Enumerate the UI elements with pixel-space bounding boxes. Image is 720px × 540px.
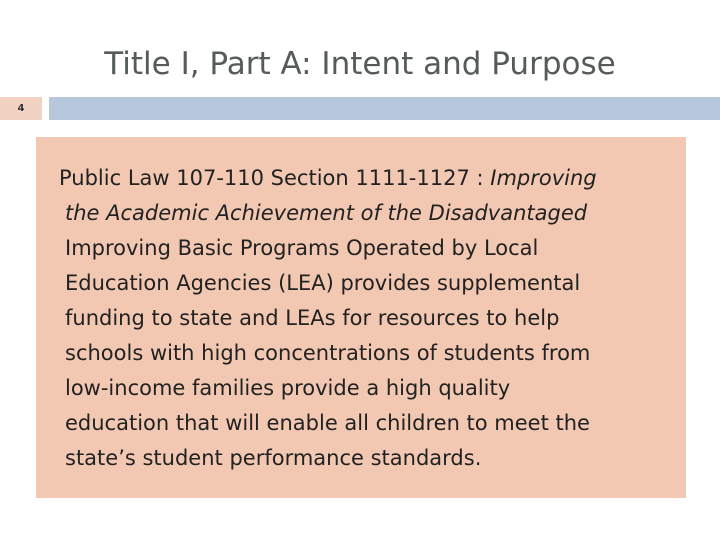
slide-number-label: 4 <box>17 103 25 114</box>
body-line: funding to state and LEAs for resources to help <box>65 306 560 330</box>
body-line: schools with high concentrations of students from <box>65 341 591 365</box>
body-line: Education Agencies (LEA) provides supplemental <box>65 271 581 295</box>
body-line: state’s student performance standards. <box>65 446 482 470</box>
law-title-start: Improving <box>490 166 597 190</box>
body-line: education that will enable all children to meet the <box>65 411 590 435</box>
law-line-2 <box>59 196 679 231</box>
slide-title: Title I, Part A: Intent and Purpose <box>104 46 616 82</box>
body-text <box>59 161 679 476</box>
body-line: low-income families provide a high quality <box>65 376 511 400</box>
header-accent-bar <box>49 97 720 120</box>
law-reference: Public Law 107-110 Section 1111-1127 : <box>59 166 491 190</box>
law-title-rest: the Academic Achievement of the Disadvantaged <box>65 201 588 225</box>
body-line: Improving Basic Programs Operated by Local <box>65 236 539 260</box>
law-line-1 <box>59 161 679 196</box>
slide-number <box>0 97 42 120</box>
